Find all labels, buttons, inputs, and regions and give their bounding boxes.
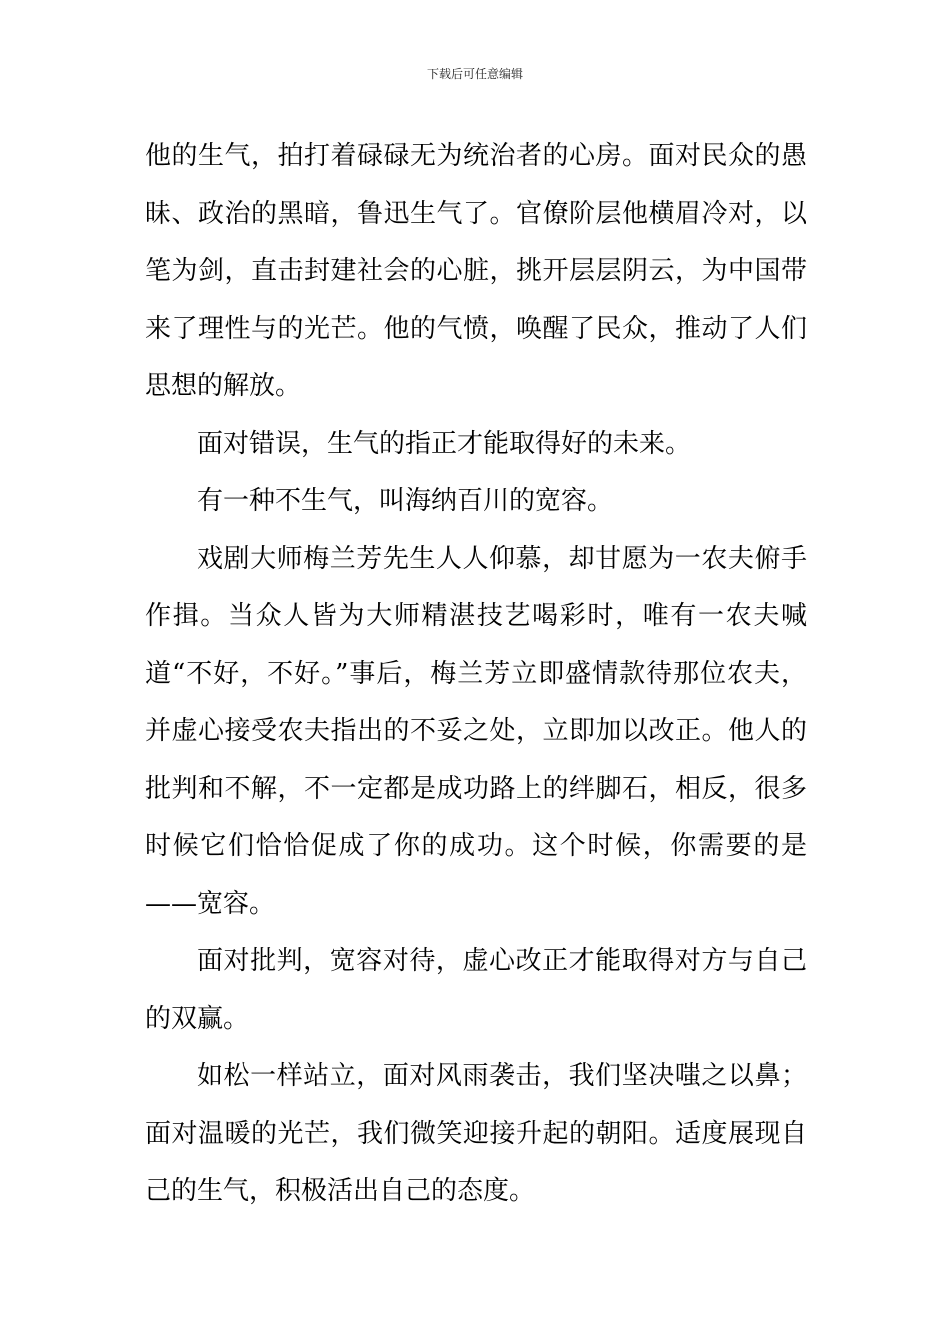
paragraph-4: 戏剧大师梅兰芳先生人人仰慕，却甘愿为一农夫俯手作揖。当众人皆为大师精湛技艺喝彩时，唯有一农夫喊道“不好，不好。”事后，梅兰芳立即盛情款待那位农夫，并虚心接受农夫指出的不妥之处，立即加以改正。他人的批判和不解，不一定都是成功路上的绊脚石，相反，很多时候它们恰恰促成了你的成功。这个时候，你需要的是——宽容。 bbox=[145, 543, 807, 919]
document-body bbox=[145, 128, 807, 1221]
paragraph-2: 面对错误，生气的指正才能取得好的未来。 bbox=[197, 428, 692, 459]
paragraph-3: 有一种不生气，叫海纳百川的宽容。 bbox=[197, 486, 614, 516]
page-header: 下载后可任意编辑 bbox=[426, 67, 523, 81]
paragraph-1: 他的生气，拍打着碌碌无为统治者的心房。面对民众的愚昧、政治的黑暗，鲁迅生气了。官僚阶层他横眉冷对，以笔为剑，直击封建社会的心脏，挑开层层阴云，为中国带来了理性与的光芒。他的气愤，唤醒了民众，推动了人们思想的解放。 bbox=[145, 141, 807, 401]
paragraph-5: 面对批判，宽容对待，虚心改正才能取得对方与自己的双赢。 bbox=[145, 946, 807, 1034]
paragraph-6: 如松一样站立，面对风雨袭击，我们坚决嗤之以鼻；面对温暖的光芒，我们微笑迎接升起的朝阳。适度展现自己的生气，积极活出自己的态度。 bbox=[145, 1061, 807, 1206]
